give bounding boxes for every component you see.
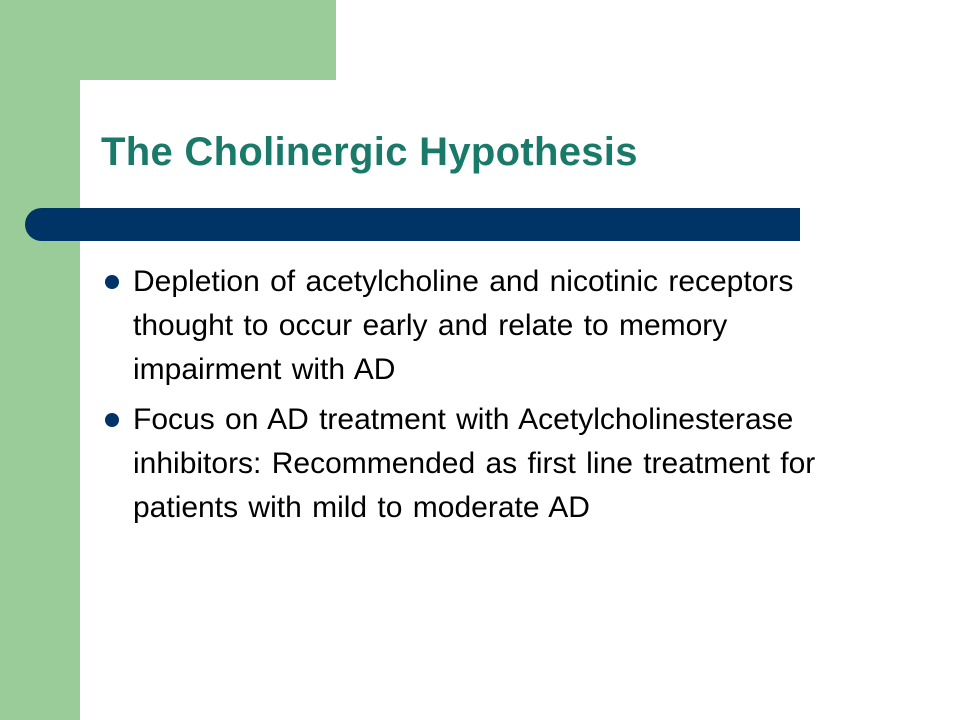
- bullet-item: [105, 398, 885, 530]
- green-side-band: [0, 0, 80, 720]
- bullet-item: [105, 260, 885, 392]
- green-top-band: [0, 0, 336, 80]
- bullet-text: Focus on AD treatment with Acetylcholinesterase inhibitors: Recommended as first line treatment for patients with mild to moderate AD: [133, 403, 816, 524]
- slide-title: The Cholinergic Hypothesis: [101, 130, 638, 174]
- bullet-marker-icon: [105, 275, 119, 289]
- bullet-text: Depletion of acetylcholine and nicotinic receptors thought to occur early and relate to memory impairment with AD: [133, 265, 794, 386]
- bullet-list: [105, 260, 885, 536]
- bullet-marker-icon: [105, 413, 119, 427]
- title-underline-bar: [25, 208, 800, 241]
